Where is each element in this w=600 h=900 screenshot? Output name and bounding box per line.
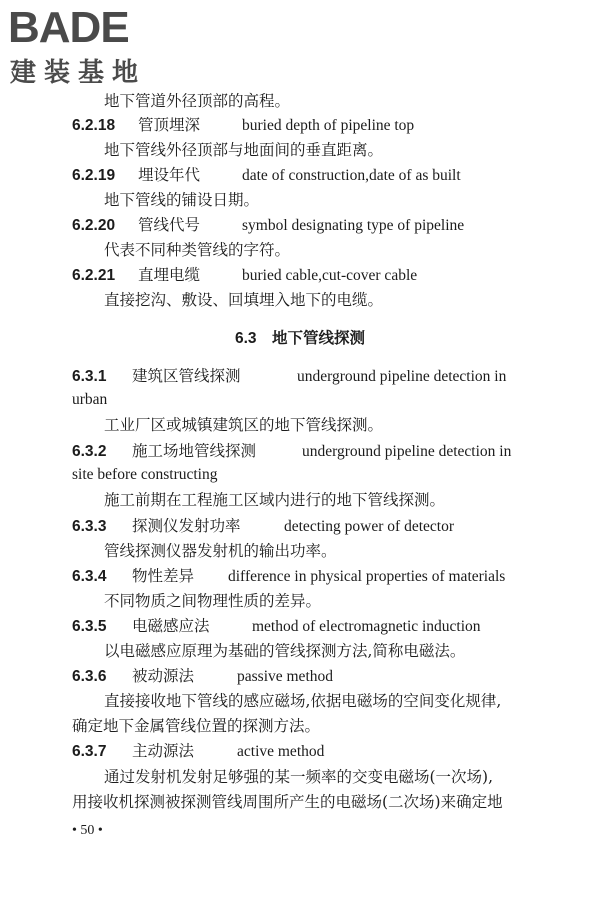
term-number: 6.3.6 [72,668,107,685]
term-english: detecting power of detector [284,518,454,535]
brand-watermark-cjk: 建装基地 [10,58,147,88]
term-number: 6.3.1 [72,368,107,385]
section-heading [0,328,600,349]
term-chinese: 管线代号 [138,216,201,234]
carryover-definition: 地下管道外径顶部的高程。 [104,92,291,110]
term-english: passive method [237,668,333,685]
term-entry-6-3-3 [72,516,454,537]
term-definition: 工业厂区或城镇建筑区的地下管线探测。 [104,416,384,434]
term-english: method of electromagnetic induction [252,618,481,635]
term-english: symbol designating type of pipeline [242,217,465,234]
term-chinese: 直埋电缆 [138,266,201,284]
term-english: difference in physical properties of materials [228,568,506,585]
term-definition: 通过发射机发射足够强的某一频率的交变电磁场(一次场), [104,768,494,786]
term-english: underground pipeline detection in [302,443,512,460]
brand-watermark-latin: BADE [8,3,129,52]
term-number: 6.2.19 [72,167,116,184]
term-definition-continuation: 用接收机探测被探测管线周围所产生的电磁场(二次场)来确定地 [72,793,503,811]
term-definition: 施工前期在工程施工区域内进行的地下管线探测。 [104,491,446,509]
term-definition: 以电磁感应原理为基础的管线探测方法,简称电磁法。 [104,642,466,660]
term-chinese: 物性差异 [132,567,195,585]
term-entry-6-3-2 [72,441,511,462]
term-english: underground pipeline detection in [297,368,507,385]
term-entry-6-2-18 [72,115,414,136]
term-chinese: 管顶埋深 [138,116,201,134]
term-number: 6.3.5 [72,618,107,635]
term-definition-continuation: 确定地下金属管线位置的探测方法。 [72,717,321,735]
term-entry-6-2-21 [72,265,417,286]
term-definition: 代表不同种类管线的字符。 [104,241,291,259]
term-english-continuation: site before constructing [72,466,218,483]
term-chinese: 主动源法 [132,742,195,760]
term-english-continuation: urban [72,391,108,408]
term-chinese: 电磁感应法 [132,617,210,635]
section-number: 6.3 [234,330,257,347]
term-chinese: 被动源法 [132,667,195,685]
term-chinese: 探测仪发射功率 [132,517,241,535]
term-definition: 地下管线外径顶部与地面间的垂直距离。 [104,141,384,159]
term-number: 6.3.4 [72,568,107,585]
term-entry-6-3-1 [72,366,506,387]
term-chinese: 施工场地管线探测 [132,442,257,460]
page-number: • 50 • [72,823,103,838]
term-entry-6-3-6 [72,666,333,687]
term-entry-6-2-19 [72,165,461,186]
brand-watermark [8,4,178,94]
term-number: 6.2.18 [72,117,116,134]
term-definition: 直接挖沟、敷设、回填埋入地下的电缆。 [104,291,384,309]
section-title: 地下管线探测 [272,329,366,347]
term-chinese: 建筑区管线探测 [132,367,241,385]
term-number: 6.3.7 [72,743,107,760]
term-number: 6.2.20 [72,217,116,234]
term-entry-6-3-7 [72,741,324,762]
term-number: 6.2.21 [72,267,116,284]
term-definition: 管线探测仪器发射机的输出功率。 [104,542,337,560]
term-chinese: 埋设年代 [138,166,201,184]
term-definition: 不同物质之间物理性质的差异。 [104,592,322,610]
term-number: 6.3.2 [72,443,107,460]
term-english: buried depth of pipeline top [242,117,415,134]
term-number: 6.3.3 [72,518,107,535]
term-entry-6-3-5 [72,616,481,637]
term-entry-6-2-20 [72,215,464,236]
term-english: active method [237,743,325,760]
term-english: buried cable,cut-cover cable [242,267,418,284]
term-entry-6-3-4 [72,566,505,587]
term-english: date of construction,date of as built [242,167,461,184]
term-definition: 地下管线的铺设日期。 [104,191,260,209]
term-definition: 直接接收地下管线的感应磁场,依据电磁场的空间变化规律, [104,692,502,710]
